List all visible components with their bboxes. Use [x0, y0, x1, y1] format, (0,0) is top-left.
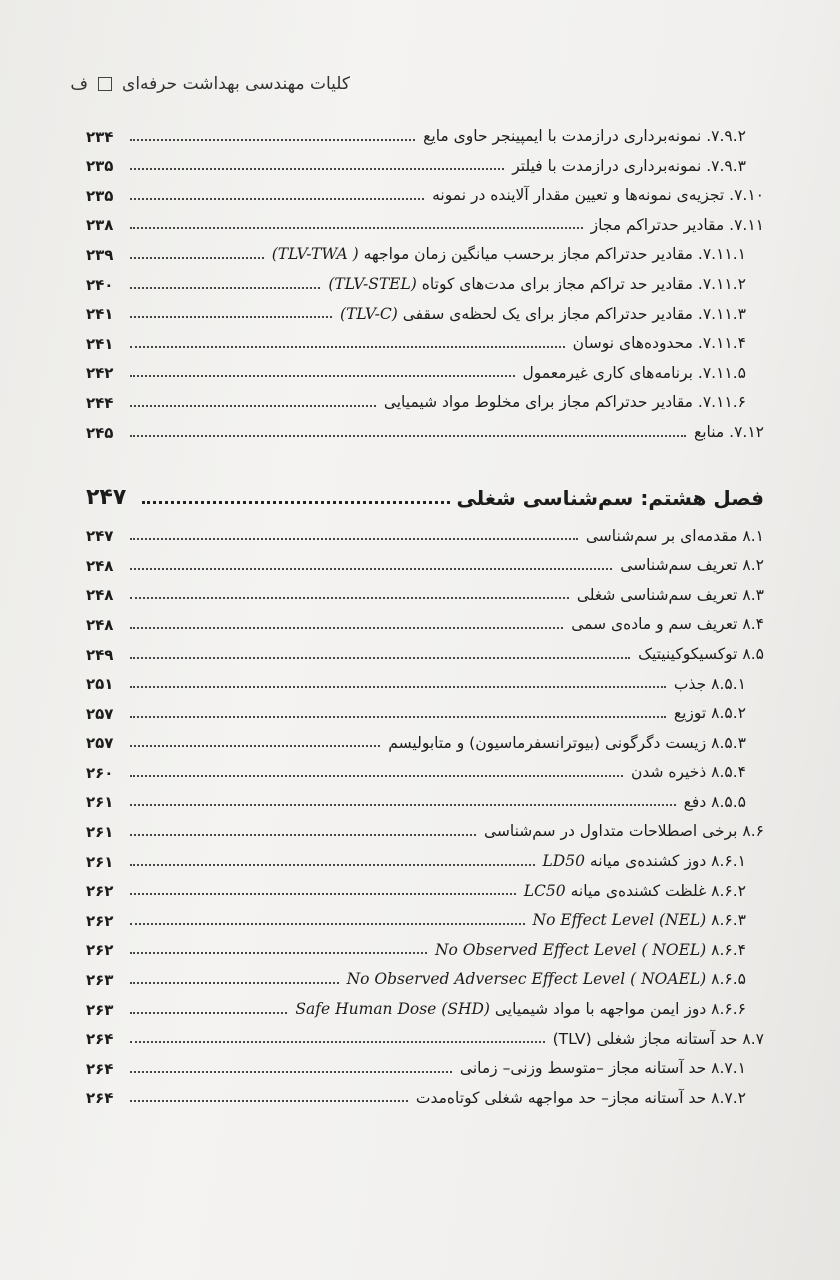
dot-leader [142, 501, 450, 504]
toc-entry-title [670, 704, 764, 723]
toc-entry[interactable] [86, 1019, 764, 1049]
toc-entry-page: ۲۴۹ [86, 645, 114, 664]
toc-entry-title [520, 882, 764, 901]
toc-entry-page: ۲۶۲ [86, 882, 114, 901]
toc-entry[interactable] [86, 604, 764, 634]
toc-entry-text: ۸.۵.۱ جذب [673, 674, 746, 693]
toc-entry-page: ۲۶۴ [86, 1089, 114, 1108]
toc-entry[interactable] [86, 782, 764, 812]
toc-entry-title [419, 127, 764, 146]
toc-entry-title [480, 822, 764, 841]
toc-list-chapter-7 [86, 116, 764, 442]
toc-list-chapter-8 [86, 516, 764, 1108]
toc-entry-page: ۲۴۴ [86, 393, 114, 412]
toc-entry-page: ۲۶۴ [86, 1059, 114, 1078]
toc-entry[interactable] [86, 989, 764, 1019]
toc-entry[interactable] [86, 752, 764, 782]
dot-leader [130, 257, 264, 259]
toc-entry-page: ۲۳۸ [86, 216, 114, 235]
toc-entry-title [587, 216, 764, 235]
toc-entry-page: ۲۵۱ [86, 675, 114, 694]
toc-entry-text: ۸.۵.۲ توزیع [673, 704, 746, 723]
toc-entry-page: ۲۶۲ [86, 941, 114, 960]
dot-leader [130, 405, 376, 407]
toc-entry-text: ۷.۱۱.۱. مقادیر حدتراکم مجاز برحسب میانگین زمان مواجهه [363, 245, 746, 264]
toc-entry-title [456, 1059, 764, 1078]
toc-entry[interactable] [86, 294, 764, 324]
toc-entry-latin-term: No Effect Level (NEL) [532, 911, 707, 930]
toc-entry-text: ۸.۵.۴ ذخیره شدن [630, 763, 746, 782]
toc-entry-page: ۲۳۴ [86, 127, 114, 146]
toc-entry-text: ۸.۷.۲ حد آستانه مجاز– حد مواجهه شغلی کوتاه‌مدت [415, 1088, 746, 1107]
toc-entry[interactable] [86, 323, 764, 353]
toc-entry-title [529, 911, 764, 930]
toc-entry[interactable] [86, 175, 764, 205]
toc-entry[interactable] [86, 1048, 764, 1078]
dot-leader [130, 834, 476, 836]
header-page-letter: ف [70, 74, 89, 94]
dot-leader [130, 375, 515, 377]
toc-entry[interactable] [86, 664, 764, 694]
toc-entry-text: ۷.۱۲. منابع [693, 422, 764, 441]
toc-entry[interactable] [86, 264, 764, 294]
toc-entry[interactable] [86, 205, 764, 235]
toc-entry-page: ۲۴۲ [86, 364, 114, 383]
toc-entry-latin-term: LD50 [542, 852, 585, 871]
toc-entry-page: ۲۶۰ [86, 763, 114, 782]
toc-entry-page: ۲۳۹ [86, 245, 114, 264]
toc-entry-page: ۲۳۵ [86, 157, 114, 176]
toc-entry-text: ۸.۶.۲ غلظت کشنده‌ی میانه [570, 881, 746, 900]
toc-entry-text: ۸.۶.۶ دوز ایمن مواجهه با مواد شیمیایی [494, 1000, 746, 1019]
dot-leader [130, 1071, 452, 1073]
toc-entry[interactable] [86, 353, 764, 383]
toc-entry-title [343, 970, 764, 989]
toc-entry[interactable] [86, 116, 764, 146]
dot-leader [130, 893, 516, 895]
toc-entry[interactable] [86, 146, 764, 176]
toc-entry-text: ۸.۷.۱ حد آستانه مجاز –متوسط وزنی– زمانی [459, 1059, 746, 1078]
toc-entry-title [336, 305, 764, 324]
toc-entry-latin-term: Safe Human Dose (SHD) [295, 1000, 490, 1019]
dot-leader [130, 139, 415, 141]
toc-entry-text: ۸.۵.۳ زیست دگرگونی (بیوترانسفرماسیون) و متابولیسم [388, 733, 746, 752]
dot-leader [130, 686, 666, 688]
toc-entry-page: ۲۴۸ [86, 556, 114, 575]
toc-entry-title [634, 645, 764, 664]
dot-leader [130, 597, 569, 599]
dot-leader [130, 716, 666, 718]
toc-entry[interactable] [86, 959, 764, 989]
toc-entry-title [508, 157, 764, 176]
dot-leader [130, 346, 565, 348]
dot-leader [130, 804, 676, 806]
toc-entry-page: ۲۶۱ [86, 793, 114, 812]
toc-entry-title [680, 793, 764, 812]
dot-leader [130, 1041, 545, 1043]
toc-entry-page: ۲۶۱ [86, 852, 114, 871]
dot-leader [130, 952, 427, 954]
toc-entry-latin-term: No Observed Effect Level ( NOEL) [434, 940, 707, 959]
dot-leader [130, 568, 612, 570]
toc-entry-text: ۷.۹.۳. نمونه‌برداری درازمدت با فیلتر [512, 156, 746, 175]
toc-entry-title [519, 364, 764, 383]
toc-entry[interactable] [86, 516, 764, 546]
dot-leader [130, 1012, 287, 1014]
toc-entry-latin-term: LC50 [523, 881, 566, 900]
toc-entry-text: ۷.۱۱.۳. مقادیر حدتراکم مجاز برای یک لحظه‌ی سقفی [402, 304, 746, 323]
toc-entry-title [616, 556, 764, 575]
toc-entry-title [549, 1030, 764, 1049]
toc-entry-title [573, 586, 764, 605]
toc-entry-latin-term: (TLV-C) [340, 304, 398, 323]
toc-entry-page: ۲۴۰ [86, 275, 114, 294]
toc-entry-page: ۲۶۴ [86, 1030, 114, 1049]
toc-entry-text: ۸.۵ توکسیکوکینیتیک [638, 644, 764, 663]
dot-leader [130, 435, 686, 437]
toc-entry-page: ۲۶۳ [86, 1000, 114, 1019]
toc-entry-title [380, 393, 764, 412]
toc-entry-title [384, 734, 764, 753]
toc-entry-title [567, 615, 764, 634]
toc-entry-title [582, 527, 764, 546]
toc-entry-text: ۸.۶.۳ [711, 911, 746, 930]
toc-entry-page: ۲۶۲ [86, 911, 114, 930]
dot-leader [130, 864, 535, 866]
toc-entry-title [324, 275, 764, 294]
header-title: کلیات مهندسی بهداشت حرفه‌ای [122, 74, 350, 94]
dot-leader [130, 657, 630, 659]
toc-entry-title [412, 1089, 764, 1108]
toc-entry[interactable] [86, 545, 764, 575]
toc-entry-page: ۲۴۸ [86, 615, 114, 634]
dot-leader [130, 287, 320, 289]
toc-entry-text: ۸.۱ مقدمه‌ای بر سم‌شناسی [585, 526, 764, 545]
toc-entry-latin-term: (TLV-TWA ) [271, 245, 359, 264]
toc-entry-text: ۷.۱۱.۲. مقادیر حد تراکم مجاز برای مدت‌های کوتاه [421, 274, 746, 293]
toc-entry[interactable] [86, 841, 764, 871]
toc-entry[interactable] [86, 575, 764, 605]
dot-leader [130, 198, 424, 200]
square-bullet-icon [98, 77, 112, 91]
toc-entry[interactable] [86, 930, 764, 960]
toc-entry-title [428, 186, 764, 205]
toc-entry-page: ۲۴۵ [86, 423, 114, 442]
toc-entry-page: ۲۶۱ [86, 823, 114, 842]
dot-leader [130, 627, 563, 629]
toc-entry-text: ۷.۱۱.۶. مقادیر حدتراکم مجاز برای مخلوط مواد شیمیایی [383, 393, 746, 412]
toc-entry-page: ۲۵۷ [86, 734, 114, 753]
toc-entry-page: ۲۶۳ [86, 971, 114, 990]
toc-entry[interactable] [86, 871, 764, 901]
toc-entry-latin-term: (TLV-STEL) [328, 274, 417, 293]
toc-entry-text: ۸.۳ تعریف سم‌شناسی شغلی [576, 585, 764, 604]
toc-entry[interactable] [86, 811, 764, 841]
dot-leader [130, 227, 583, 229]
toc-entry-page: ۲۴۸ [86, 586, 114, 605]
toc-entry-page: ۲۴۱ [86, 334, 114, 353]
toc-entry-title [268, 245, 764, 264]
toc-entry[interactable] [86, 900, 764, 930]
dot-leader [130, 316, 332, 318]
toc-entry[interactable] [86, 693, 764, 723]
dot-leader [130, 745, 380, 747]
toc-entry-text: ۸.۶ برخی اصطلاحات متداول در سم‌شناسی [483, 822, 764, 841]
toc-entry-title [291, 1000, 764, 1019]
toc-entry-text: ۷.۱۱.۵. برنامه‌های کاری غیرمعمول [522, 363, 746, 382]
toc-entry-title [569, 334, 764, 353]
dot-leader [130, 923, 525, 925]
toc-entry-page: ۲۴۷ [86, 527, 114, 546]
toc-entry[interactable] [86, 634, 764, 664]
toc-entry-title [690, 423, 764, 442]
toc-entry-text: ۸.۶.۴ [711, 940, 746, 959]
toc-entry-text: ۷.۱۰. تجزیه‌ی نمونه‌ها و تعیین مقدار آلاینده در نمونه [432, 186, 764, 205]
chapter-page: ۲۴۷ [86, 484, 127, 510]
toc-entry-text: ۷.۱۱.۴. محدوده‌های نوسان [572, 334, 746, 353]
toc-entry-text: ۷.۱۱. مقادیر حدتراکم مجاز [590, 215, 764, 234]
chapter-heading[interactable] [86, 460, 764, 510]
dot-leader [130, 1100, 408, 1102]
toc-entry-text: ۸.۲ تعریف سم‌شناسی [620, 556, 764, 575]
toc-entry[interactable] [86, 1078, 764, 1108]
toc-entry[interactable] [86, 412, 764, 442]
toc-entry-text: ۸.۷ حد آستانه مجاز شغلی (TLV) [552, 1029, 764, 1048]
toc-entry-title [627, 763, 764, 782]
dot-leader [130, 775, 623, 777]
toc-entry-page: ۲۵۷ [86, 704, 114, 723]
toc-entry-text: ۸.۶.۱ دوز کشنده‌ی میانه [589, 852, 746, 871]
toc-entry-title [670, 675, 764, 694]
toc-entry-title [431, 941, 764, 960]
toc-entry[interactable] [86, 382, 764, 412]
toc-entry-text: ۸.۵.۵ دفع [683, 792, 746, 811]
running-header [70, 74, 350, 94]
toc-entry-text: ۸.۶.۵ [711, 970, 746, 989]
toc-entry-text: ۸.۴ تعریف سم و ماده‌ی سمی [571, 615, 764, 634]
dot-leader [130, 538, 578, 540]
toc-entry-text: ۷.۹.۲. نمونه‌برداری درازمدت با ایمپینجر حاوی مایع [423, 127, 746, 145]
toc-entry-page: ۲۳۵ [86, 186, 114, 205]
dot-leader [130, 982, 339, 984]
toc-entry-latin-term: No Observed Adversec Effect Level ( NOAEL) [346, 970, 707, 989]
toc-entry[interactable] [86, 723, 764, 753]
toc-entry[interactable] [86, 234, 764, 264]
toc-entry-page: ۲۴۱ [86, 305, 114, 324]
dot-leader [130, 168, 504, 170]
toc-entry-title [539, 852, 765, 871]
table-of-contents [86, 116, 764, 1107]
chapter-title: فصل هشتم: سم‌شناسی شغلی [456, 485, 764, 510]
